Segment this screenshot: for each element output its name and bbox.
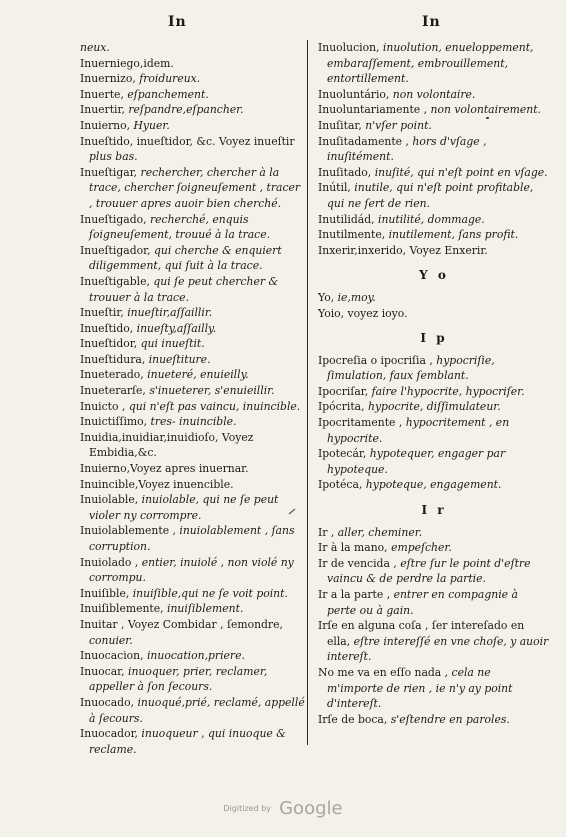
dictionary-entry [318,665,550,712]
entry-definition: inuiſible,qui ne ſe voit point. [132,586,288,600]
entry-headword: Inueterarſe, [80,384,146,398]
entry-headword: Inutilmente, [318,228,386,242]
entry-definition: empeſcher. [391,541,452,555]
dictionary-entry [80,383,305,399]
entry-headword: Inútil, [318,181,351,195]
dictionary-entry [318,353,550,384]
entry-headword: Irſe de boca, [318,712,388,726]
entry-definition: qui n'eſt pas vaincu, inuincible. [128,399,301,413]
entry-headword: Inuertir, [80,103,125,117]
dictionary-entry [80,102,305,118]
watermark-brand: Google [279,798,343,819]
entry-definition: inutilité, dommage. [378,212,485,226]
dictionary-entry [318,712,550,728]
entry-definition: inuoqué,prié, reclamé, appellé à ſecours. [89,695,305,725]
entry-definition: inueſtir,aſſaillir. [127,306,213,320]
dictionary-entry [318,415,550,446]
entry-headword: Inuocador, [80,727,138,741]
entry-headword: Inueſtigado, [80,212,147,226]
dictionary-entry [80,492,305,523]
entry-headword: Inuerte, [80,87,124,101]
entry-headword: Ipocritamente , [318,416,403,430]
entry-headword: Irſe en alguna coſa , ſer intereſado en ella, [318,619,525,648]
dictionary-entry [80,352,305,368]
dictionary-entry [80,305,305,321]
entry-definition: inuiolablement , ſans corruption. [89,524,295,553]
dictionary-entry [318,180,550,211]
entry-headword: Inueſtido, [80,321,134,335]
entry-definition: hypocriſie, ſimulation, faux ſemblant. [327,353,495,383]
column-divider [307,40,308,745]
entry-headword: Inueſtidor, [80,337,138,351]
dictionary-entry [318,227,550,243]
section-heading-ip: I p [420,331,448,346]
entry-headword: Inxerir,inxerido, Voyez Enxerir. [318,243,488,257]
dictionary-entry [80,461,305,477]
entry-definition: inutilement, ſans profit. [388,228,519,242]
dictionary-entry [80,586,305,602]
dictionary-entry [80,523,305,554]
entry-headword: Inuerniego,idem. [80,56,174,70]
entry-definition: inuiolable, qui ne ſe peut violer ny corrompre. [89,493,279,522]
dictionary-entry [318,618,550,665]
dictionary-entry [318,40,550,87]
entry-definition: rechercher, chercher à la trace, chercher ſoigneuſement , tracer , trouuer apres auoir bien cherché. [89,165,301,210]
entry-definition: faire l'hypocrite, hypocriſer. [371,384,525,398]
entry-headword: Inuicto , [80,399,126,413]
entry-headword: Inuierno,Voyez apres inuernar. [80,462,249,476]
entry-headword: Inuiolado , [80,555,139,569]
entry-headword: Inuolucion, [318,41,380,54]
entry-definition: inuoqueur , qui inuoque & reclame. [89,727,286,756]
entry-definition: hors d'vſage , inuſitément. [327,134,487,164]
entry-definition: ie,moy. [337,290,376,304]
entry-headword: Ipocreſia o ipocriſia , [318,353,433,367]
entry-headword: Inuictiſſimo, [80,415,148,429]
entry-headword: Inueterado, [80,368,144,382]
dictionary-entry [318,540,550,556]
entry-headword: Inueſtigador, [80,243,151,257]
entry-definition: inuiſiblement. [167,602,244,616]
dictionary-entry [318,556,550,587]
entry-definition: conuier. [89,633,133,647]
entry-definition: hypocritement , en hypocrite. [327,416,510,445]
dictionary-entry [80,165,305,212]
entry-headword: Inuocar, [80,664,125,678]
ink-speck [486,117,489,119]
entry-definition: inuoquer, prier, reclamer, appeller à ſon ſecours. [89,664,268,694]
entry-definition: eſtre ſur le point d'eſtre vaincu & de perdre la partie. [327,556,531,586]
dictionary-entry [80,430,305,461]
entry-headword: Ipotéca, [318,478,363,492]
entry-headword: Inuiolable, [80,493,139,507]
entry-headword: Inuocado, [80,695,135,709]
entry-headword: Inuoluntário, [318,87,390,101]
entry-definition: non volontairement. [430,103,541,117]
entry-definition: tres- inuincible. [150,415,237,429]
entry-headword: Inueſtidura, [80,352,146,366]
left-column [80,40,305,757]
entry-headword: Inuierno, [80,118,131,132]
entry-definition: eſtre intereſſé en vne choſe, y auoir intereſt. [327,634,549,664]
dictionary-entry [80,274,305,305]
dictionary-entry [80,367,305,383]
dictionary-entry [318,134,550,165]
dictionary-entry [80,336,305,352]
dictionary-entry [80,40,305,56]
dictionary-entry [80,664,305,695]
entry-definition: inutile, qui n'eſt point profitable, qui ne ſert de rien. [327,181,534,210]
entry-headword: Ipócrita, [318,400,365,414]
dictionary-entry [80,134,305,165]
dictionary-entry [80,414,305,430]
dictionary-entry [80,601,305,617]
entry-definition: inuocation,priere. [146,649,245,663]
dictionary-entry [80,212,305,243]
left-running-head: In [168,14,187,30]
dictionary-entry [318,212,550,228]
entry-definition: Hyuer. [133,118,170,132]
dictionary-entry [318,399,550,415]
entry-definition: s'eſtendre en paroles. [390,712,510,726]
right-column [318,40,550,727]
dictionary-entry [318,243,550,259]
entry-headword: Inueſtido, inueſtidor, &c. Voyez inueſtir [80,134,295,148]
entry-headword: Inuitar , Voyez Combidar , ſemondre, [80,617,283,631]
dictionary-entry [318,165,550,181]
entry-headword: Ir , [318,525,335,539]
entry-headword: Inuoluntariamente , [318,103,428,117]
dictionary-entry [80,321,305,337]
dictionary-entry [80,118,305,134]
entry-definition: qui inueſtit. [140,337,205,351]
dictionary-entry [318,384,550,400]
entry-headword: Inueſtir, [80,306,124,320]
dictionary-entry [80,71,305,87]
entry-definition: inuſité, qui n'eſt point en vſage. [374,165,548,179]
entry-headword: Ipocriſar, [318,384,369,398]
digitization-watermark [0,798,566,819]
entry-headword: Yoio, voyez ioyo. [318,306,408,320]
entry-headword: Inuiolablemente , [80,524,176,538]
dictionary-entry [80,695,305,726]
dictionary-entry [80,726,305,757]
dictionary-entry [80,399,305,415]
entry-definition: s'inueterer, s'enuieillir. [149,384,275,398]
entry-headword: No me va en eſſo nada , [318,665,449,679]
entry-definition: hypoteque, engagement. [365,478,502,492]
entry-headword: Ipotecár, [318,447,367,461]
entry-definition: hypocrite, diſſimulateur. [367,400,501,414]
entry-headword: Inuernizo, [80,72,136,86]
entry-definition: neux. [80,41,110,54]
entry-definition: qui cherche & enquiert diligemment, qui ſuit à la trace. [89,243,282,273]
entry-headword: Ir a la parte , [318,588,391,601]
entry-headword: Inuſitar, [318,118,362,132]
entry-definition: aller, cheminer. [337,525,423,539]
entry-definition: inuolution, enueloppement, embaraſſement, embrouillement, entortillement. [327,41,534,86]
right-running-head: In [422,14,441,30]
dictionary-entry [80,477,305,493]
entry-definition: cela ne m'importe de rien , ie n'y ay point d'intereſt. [327,665,513,711]
entry-headword: Yo, [318,290,335,304]
dictionary-entry [318,477,550,493]
dictionary-entry [80,56,305,72]
entry-definition: qui ſe peut chercher & trouuer à la trace. [89,274,279,304]
entry-headword: Inuſitadamente , [318,134,409,148]
entry-definition: eſpanchement. [127,87,209,101]
dictionary-entry [318,87,550,103]
entry-headword: Inutilidád, [318,212,375,226]
entry-definition: entrer en compagnie à perte ou à gain. [327,588,518,617]
entry-definition: inueſtiture. [148,352,211,366]
entry-headword: Ir de vencida , [318,556,397,570]
watermark-prefix: Digitized by [223,804,272,813]
entry-headword: Inuocacion, [80,649,144,663]
dictionary-entry [80,555,305,586]
dictionary-entry [318,290,550,306]
entry-headword: Inueſtigable, [80,274,150,288]
entry-definition: entier, inuiolé , non violé ny corrompu. [89,555,294,585]
entry-definition: plus bas. [89,150,138,164]
entry-headword: Inuſitado, [318,165,372,179]
entry-headword: Inueſtigar, [80,165,138,179]
section-heading-ir: I r [421,503,447,518]
dictionary-entry [80,243,305,274]
dictionary-entry [80,617,305,648]
dictionary-entry [318,587,550,618]
entry-headword: Inuiſible, [80,586,130,600]
dictionary-entry [318,525,550,541]
entry-headword: Inuidia,inuidiar,inuidioſo, Voyez Embidia,&c. [80,430,254,460]
dictionary-entry [80,648,305,664]
entry-definition: froidureux. [139,72,201,86]
section-heading-yo: Y o [419,268,449,283]
dictionary-entry [80,87,305,103]
dictionary-entry [318,306,550,322]
dictionary-entry [318,446,550,477]
entry-definition: hypotequer, engager par hypoteque. [327,447,506,476]
entry-definition: reſpandre,eſpancher. [128,103,244,117]
entry-headword: Inuincible,Voyez inuencible. [80,477,234,491]
entry-definition: inueſty,aſſailly. [136,321,217,335]
dictionary-entry [318,102,550,118]
entry-definition: n'vſer point. [365,118,432,132]
entry-headword: Ir à la mano, [318,541,388,555]
entry-definition: non volontaire. [392,87,476,101]
entry-headword: Inuiſiblemente, [80,602,164,616]
entry-definition: inueteré, enuieilly. [147,368,249,382]
dictionary-entry [318,118,550,134]
entry-definition: recherché, enquis ſoigneuſement, trouué à la trace. [89,212,271,242]
